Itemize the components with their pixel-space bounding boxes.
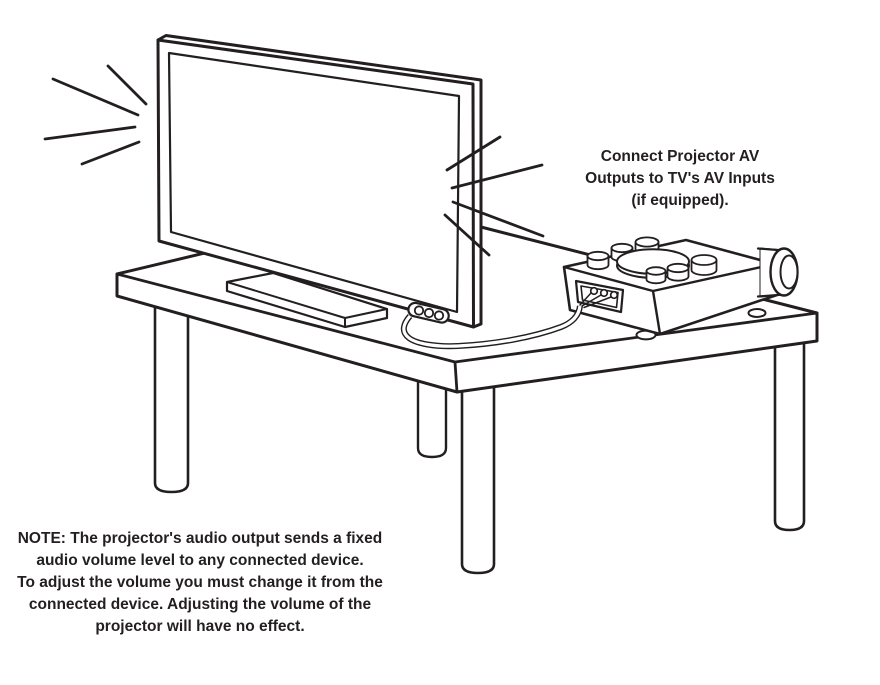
table-leg-left <box>155 298 188 492</box>
projector-foot <box>749 309 766 317</box>
note-line: connected device. Adjusting the volume of the <box>28 596 372 613</box>
emphasis-lines-left <box>45 66 146 164</box>
caption-line: (if equipped). <box>631 192 729 209</box>
caption-line: Outputs to TV's AV Inputs <box>585 170 775 187</box>
table-leg-front <box>462 384 494 573</box>
table-leg-right <box>775 330 804 530</box>
note-line: projector will have no effect. <box>95 618 305 635</box>
caption-line: Connect Projector AV <box>600 148 760 165</box>
note-audio-output <box>0 528 400 638</box>
projector-lens <box>758 248 798 297</box>
note-line: audio volume level to any connected device. <box>36 552 364 569</box>
tabletop-corner-edge <box>455 362 457 392</box>
note-line: NOTE: The projector's audio output sends a fixed <box>17 530 383 547</box>
note-line: To adjust the volume you must change it from the <box>17 574 383 591</box>
caption-connect-av <box>556 146 804 212</box>
